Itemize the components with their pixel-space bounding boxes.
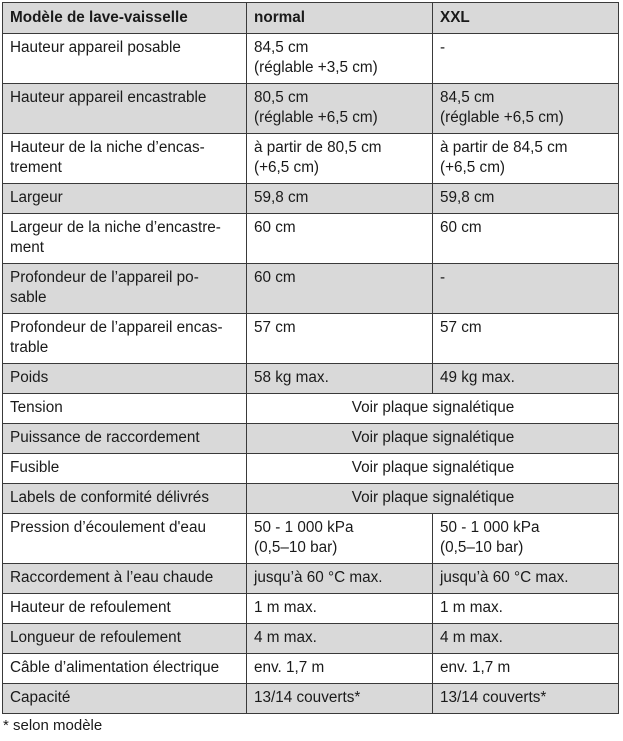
row-label — [3, 424, 247, 454]
value-normal — [247, 264, 433, 314]
row-label-line: trement — [10, 159, 62, 176]
value-xxl — [433, 34, 619, 84]
value-xxl — [433, 84, 619, 134]
merged-value: Voir plaque signalétique — [247, 424, 619, 454]
value-normal — [247, 364, 433, 394]
value-normal — [247, 314, 433, 364]
value-xxl-line: 13/14 couverts* — [440, 689, 547, 706]
row-label — [3, 84, 247, 134]
value-normal-line: 13/14 couverts* — [254, 689, 361, 706]
table-row — [3, 564, 619, 594]
row-label-line: Puissance de raccordement — [10, 429, 200, 446]
row-label — [3, 484, 247, 514]
value-xxl-line: (0,5–10 bar) — [440, 539, 524, 556]
value-xxl — [433, 134, 619, 184]
table-row — [3, 264, 619, 314]
value-xxl-line: env. 1,7 m — [440, 659, 511, 676]
value-xxl — [433, 264, 619, 314]
value-normal — [247, 564, 433, 594]
value-normal-line: 80,5 cm — [254, 89, 309, 106]
row-label-line: Capacité — [10, 689, 71, 706]
row-label — [3, 654, 247, 684]
table-row — [3, 134, 619, 184]
row-label-line: trable — [10, 339, 49, 356]
value-xxl-line: 1 m max. — [440, 599, 503, 616]
row-label — [3, 684, 247, 714]
value-xxl-line: - — [440, 39, 446, 56]
value-xxl — [433, 654, 619, 684]
row-label — [3, 214, 247, 264]
value-normal — [247, 514, 433, 564]
value-normal-line: (+6,5 cm) — [254, 159, 320, 176]
value-normal-line: 59,8 cm — [254, 189, 309, 206]
row-label — [3, 134, 247, 184]
value-xxl-line: jusqu’à 60 °C max. — [440, 569, 569, 586]
row-label-line: sable — [10, 289, 47, 306]
value-xxl — [433, 684, 619, 714]
row-label-line: Fusible — [10, 459, 60, 476]
table-row — [3, 624, 619, 654]
value-normal-line: (réglable +3,5 cm) — [254, 59, 378, 76]
value-xxl — [433, 514, 619, 564]
value-normal — [247, 214, 433, 264]
row-label-line: ment — [10, 239, 45, 256]
table-row — [3, 514, 619, 564]
value-xxl — [433, 594, 619, 624]
table-row — [3, 214, 619, 264]
row-label — [3, 624, 247, 654]
table-row — [3, 684, 619, 714]
table-row — [3, 394, 619, 424]
value-normal — [247, 624, 433, 654]
row-label-line: Hauteur appareil posable — [10, 39, 181, 56]
table-row — [3, 484, 619, 514]
value-normal-line: 1 m max. — [254, 599, 317, 616]
value-xxl-line: à partir de 84,5 cm — [440, 139, 568, 156]
row-label-line: Profondeur de l’appareil encas- — [10, 319, 223, 336]
value-normal-line: 58 kg max. — [254, 369, 329, 386]
value-xxl — [433, 564, 619, 594]
table-row — [3, 654, 619, 684]
row-label — [3, 564, 247, 594]
row-label — [3, 454, 247, 484]
value-normal — [247, 134, 433, 184]
merged-value: Voir plaque signalétique — [247, 454, 619, 484]
value-normal-line: 57 cm — [254, 319, 296, 336]
value-normal — [247, 594, 433, 624]
value-normal-line: à partir de 80,5 cm — [254, 139, 382, 156]
value-normal — [247, 184, 433, 214]
table-row — [3, 184, 619, 214]
value-normal-line: env. 1,7 m — [254, 659, 325, 676]
table-row — [3, 364, 619, 394]
value-xxl-line: 50 - 1 000 kPa — [440, 519, 540, 536]
table-row — [3, 314, 619, 364]
row-label — [3, 594, 247, 624]
value-normal-line: 84,5 cm — [254, 39, 309, 56]
table-row — [3, 594, 619, 624]
row-label-line: Labels de conformité délivrés — [10, 489, 209, 506]
row-label-line: Raccordement à l’eau chaude — [10, 569, 214, 586]
value-normal-line: 4 m max. — [254, 629, 317, 646]
value-xxl-line: 60 cm — [440, 219, 482, 236]
row-label-line: Hauteur de la niche d’encas- — [10, 139, 205, 156]
header-model-label: Modèle de lave-vaisselle — [3, 3, 247, 34]
value-normal-line: (0,5–10 bar) — [254, 539, 338, 556]
value-xxl — [433, 314, 619, 364]
value-normal — [247, 684, 433, 714]
row-label — [3, 264, 247, 314]
value-normal — [247, 84, 433, 134]
row-label-line: Câble d’alimentation électrique — [10, 659, 220, 676]
row-label — [3, 394, 247, 424]
value-normal-line: (réglable +6,5 cm) — [254, 109, 378, 126]
row-label-line: Hauteur de refoulement — [10, 599, 171, 616]
row-label-line: Largeur — [10, 189, 63, 206]
table-row — [3, 84, 619, 134]
specifications-table — [2, 2, 619, 714]
row-label — [3, 314, 247, 364]
value-xxl-line: 4 m max. — [440, 629, 503, 646]
value-normal-line: jusqu’à 60 °C max. — [254, 569, 383, 586]
value-xxl-line: (réglable +6,5 cm) — [440, 109, 564, 126]
value-normal-line: 60 cm — [254, 219, 296, 236]
value-xxl-line: 57 cm — [440, 319, 482, 336]
merged-value: Voir plaque signalétique — [247, 484, 619, 514]
row-label — [3, 514, 247, 564]
value-xxl — [433, 214, 619, 264]
value-xxl-line: 59,8 cm — [440, 189, 495, 206]
row-label-line: Pression d’écoulement d'eau — [10, 519, 206, 536]
value-xxl-line: 84,5 cm — [440, 89, 495, 106]
merged-value: Voir plaque signalétique — [247, 394, 619, 424]
table-header-row — [3, 3, 619, 34]
row-label-line: Profondeur de l’appareil po- — [10, 269, 199, 286]
value-xxl-line: (+6,5 cm) — [440, 159, 506, 176]
footnote: * selon modèle — [3, 717, 103, 734]
row-label-line: Hauteur appareil encastrable — [10, 89, 207, 106]
value-normal — [247, 34, 433, 84]
row-label-line: Largeur de la niche d’encastre- — [10, 219, 221, 236]
value-xxl-line: - — [440, 269, 446, 286]
header-xxl: XXL — [433, 3, 619, 34]
value-normal — [247, 654, 433, 684]
value-xxl — [433, 364, 619, 394]
value-xxl — [433, 624, 619, 654]
row-label-line: Longueur de refoulement — [10, 629, 181, 646]
value-xxl-line: 49 kg max. — [440, 369, 515, 386]
value-normal-line: 50 - 1 000 kPa — [254, 519, 354, 536]
row-label-line: Tension — [10, 399, 63, 416]
table-row — [3, 454, 619, 484]
row-label — [3, 184, 247, 214]
value-normal-line: 60 cm — [254, 269, 296, 286]
header-normal: normal — [247, 3, 433, 34]
row-label-line: Poids — [10, 369, 49, 386]
table-row — [3, 34, 619, 84]
row-label — [3, 364, 247, 394]
row-label — [3, 34, 247, 84]
value-xxl — [433, 184, 619, 214]
table-row — [3, 424, 619, 454]
